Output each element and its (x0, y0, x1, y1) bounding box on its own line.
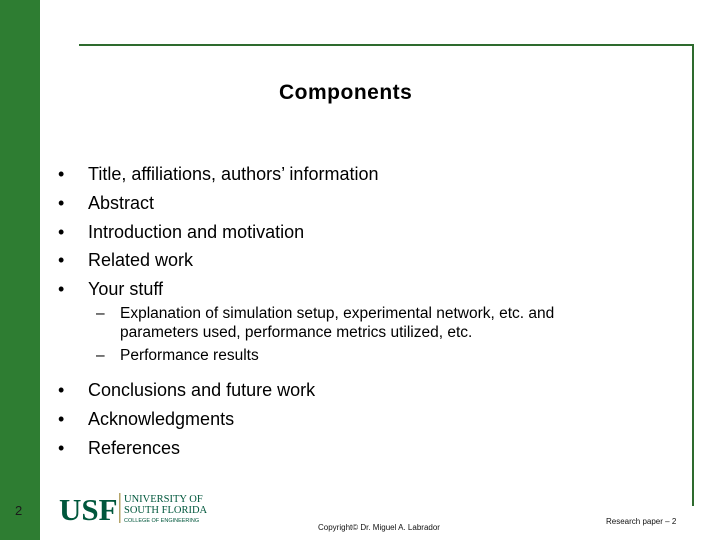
sub-bullet-continuation (96, 323, 554, 342)
bullet-item (58, 189, 378, 218)
bullet-text: Your stuff (88, 279, 164, 300)
logo-line-3: COLLEGE OF ENGINEERING (124, 518, 200, 524)
sub-bullet-text: parameters used, performance metrics utilized, etc. (120, 324, 473, 341)
bullet-item (58, 275, 378, 304)
bullet-item (58, 160, 378, 189)
dash-glyph: – (96, 347, 105, 364)
bullet-item (58, 246, 378, 275)
bullet-glyph: • (58, 279, 65, 300)
bullet-item (58, 434, 315, 463)
right-divider (692, 44, 694, 506)
bullet-item (58, 376, 315, 405)
logo-line-1: UNIVERSITY OF (124, 494, 203, 505)
bullet-glyph: • (58, 380, 65, 400)
bullet-glyph: • (58, 164, 65, 184)
bullet-list-main (58, 160, 378, 304)
top-divider (79, 44, 694, 46)
bullet-text: Conclusions and future work (88, 380, 316, 400)
bullet-text: Acknowledgments (88, 408, 235, 429)
bullet-text: Related work (88, 250, 194, 271)
bullet-text: Title, affiliations, authors’ information (88, 164, 379, 184)
bullet-glyph: • (58, 192, 65, 213)
dash-glyph: – (96, 305, 105, 322)
bullet-list-after (58, 376, 315, 462)
logo-line-2: SOUTH FLORIDA (124, 505, 208, 516)
bullet-glyph: • (58, 221, 65, 242)
left-accent-bar (0, 0, 40, 540)
logo-usf-letters: USF (59, 492, 118, 524)
bullet-item (58, 405, 315, 434)
sub-bullet-text: Explanation of simulation setup, experimental network, etc. and (120, 305, 555, 322)
slide-number: 2 (15, 503, 23, 518)
bullet-glyph: • (58, 437, 65, 458)
bullet-glyph: • (58, 250, 65, 271)
sub-bullet-item (96, 346, 554, 365)
copyright-text: Copyright© Dr. Miguel A. Labrador (318, 523, 440, 532)
bullet-text: Introduction and motivation (88, 221, 305, 242)
slide-title: Components (279, 81, 413, 104)
page-label: Research paper – 2 (606, 517, 677, 526)
usf-logo (57, 492, 227, 524)
bullet-item (58, 218, 378, 247)
bullet-glyph: • (58, 408, 65, 429)
sub-bullet-list (96, 304, 554, 369)
sub-bullet-text: Performance results (120, 347, 259, 364)
bullet-text: References (88, 437, 181, 458)
sub-bullet-item (96, 304, 554, 323)
bullet-text: Abstract (88, 192, 155, 213)
